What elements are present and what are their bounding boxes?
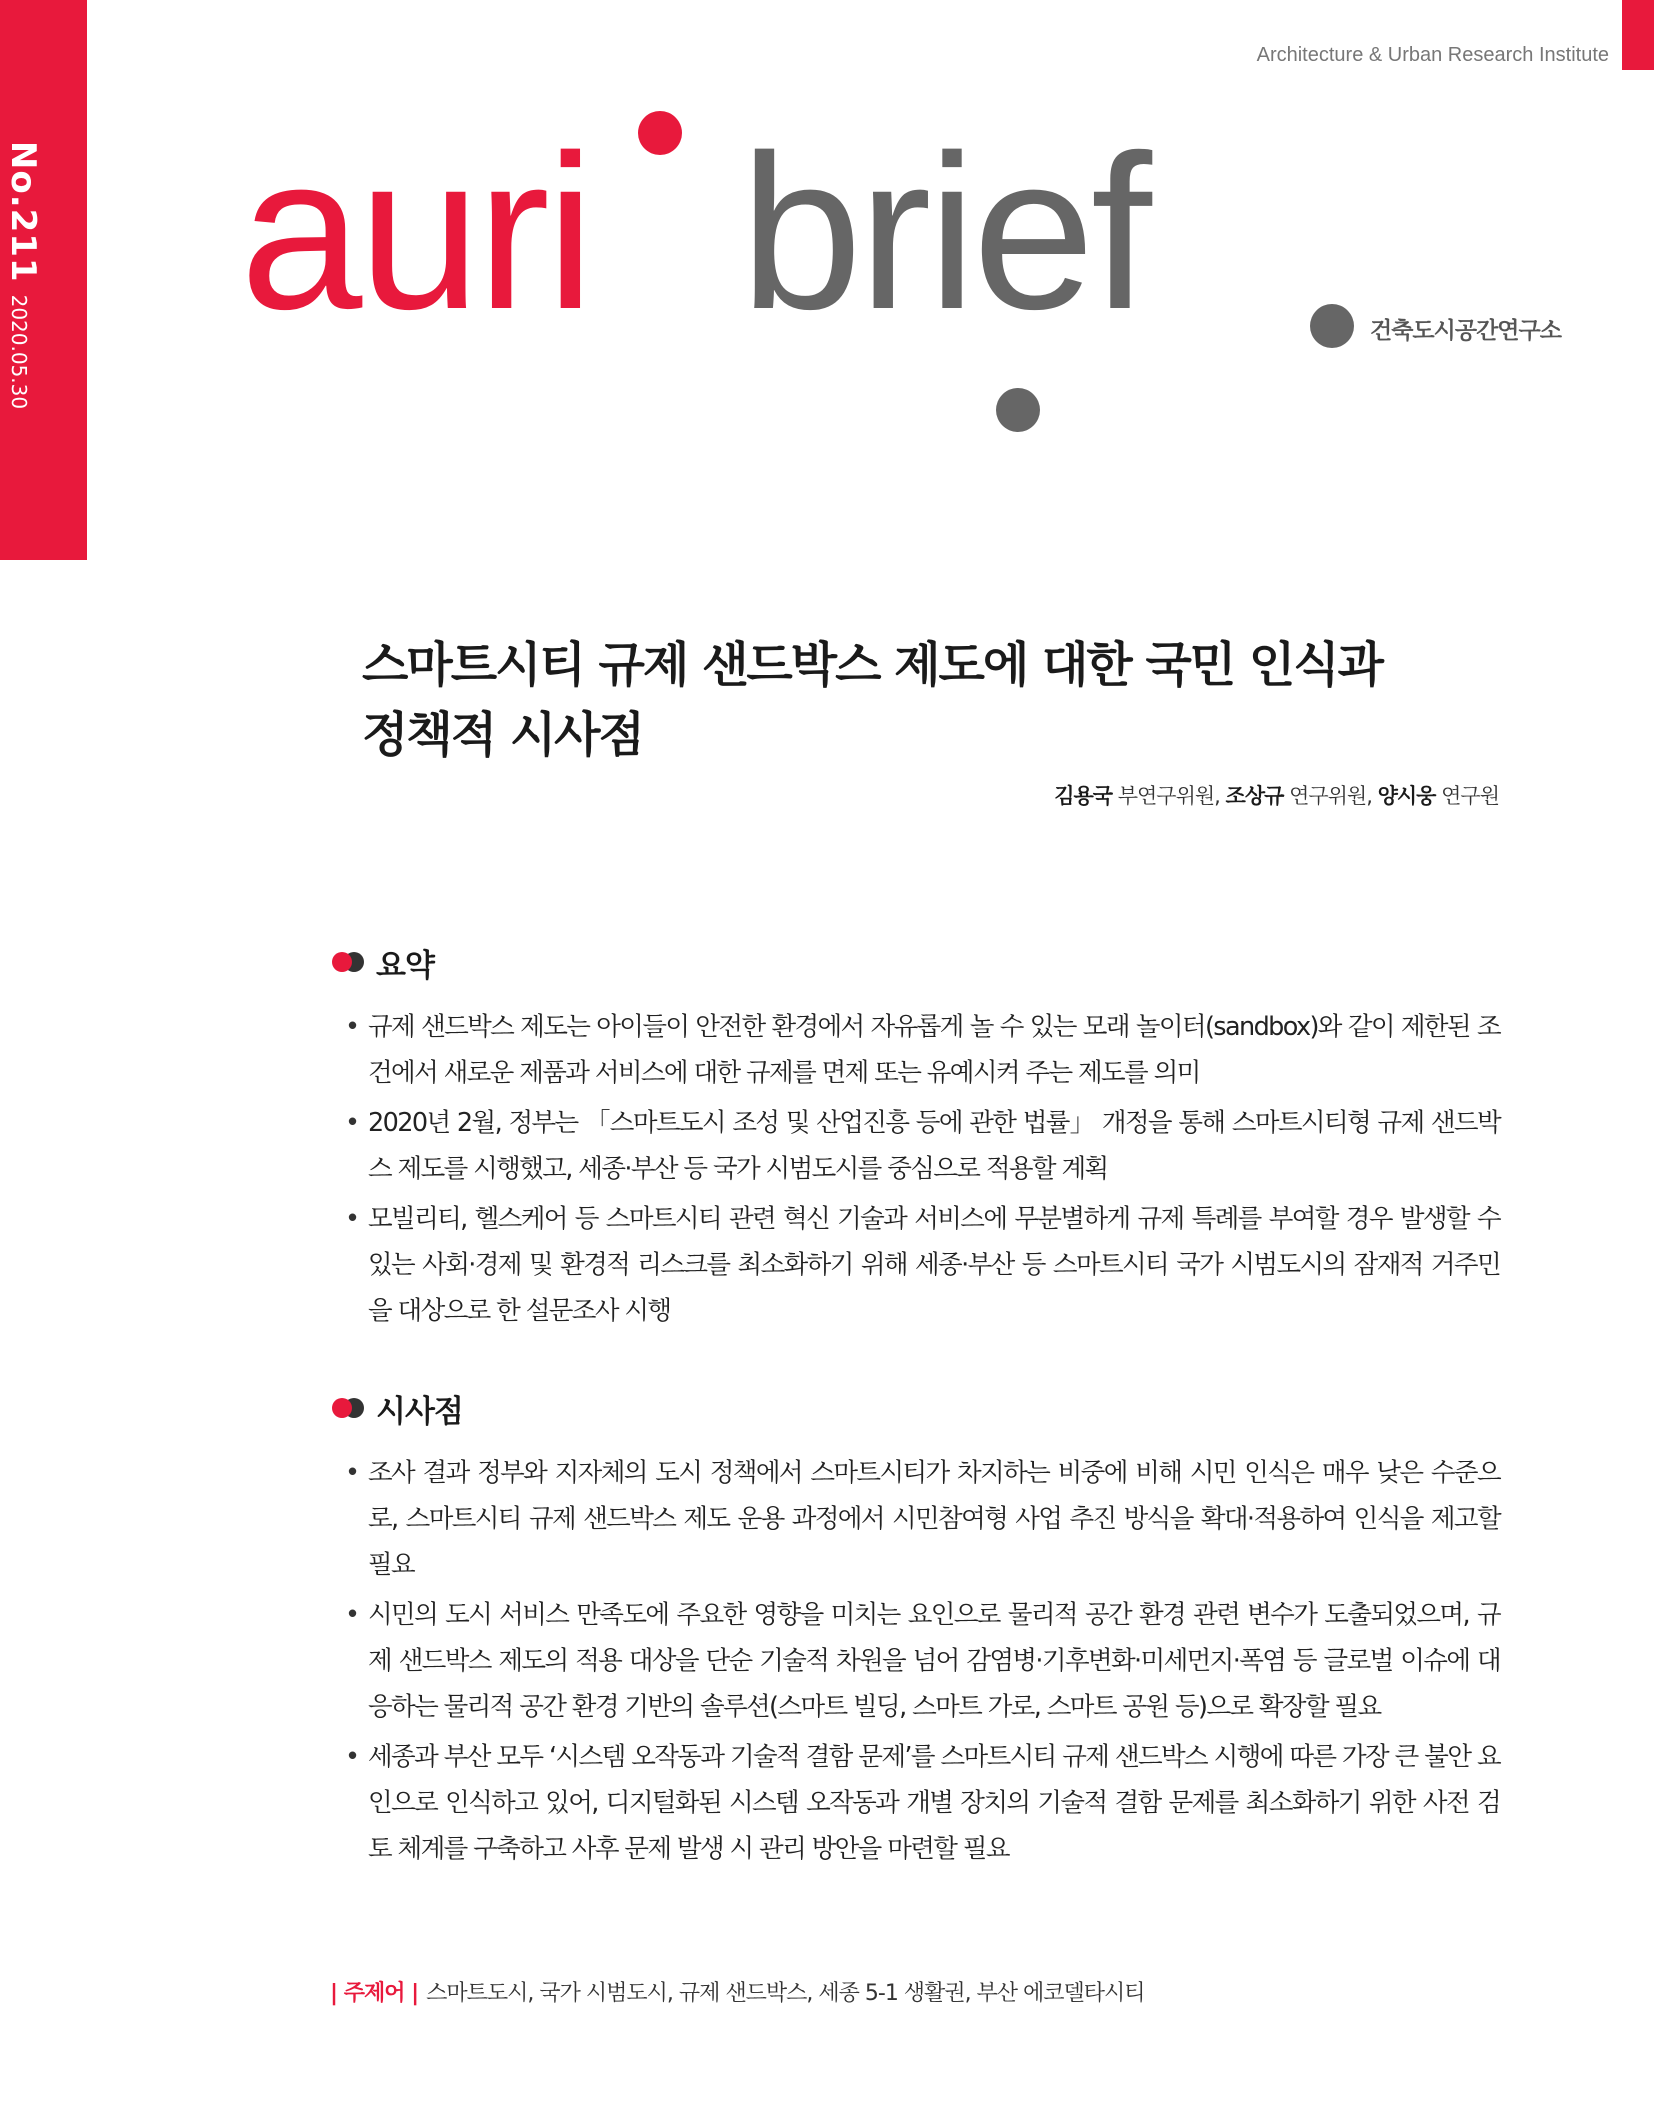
keywords-text: 스마트도시, 국가 시범도시, 규제 샌드박스, 세종 5-1 생활권, 부산 에코델타시티 xyxy=(426,1981,1145,2006)
title-line-2: 정책적 시사점 xyxy=(362,707,643,763)
article-title xyxy=(362,630,1512,770)
implications-title: 시사점 xyxy=(376,1393,463,1430)
author-name: 김용국 xyxy=(1054,784,1113,808)
keywords xyxy=(330,1976,1145,2007)
keywords-label: | 주제어 | xyxy=(330,1981,419,2006)
institute-name-en: Architecture & Urban Research Institute xyxy=(1256,44,1609,66)
list-item: • 규제 샌드박스 제도는 아이들이 안전한 환경에서 자유롭게 놀 수 있는 모래 놀이터(sandbox)와 같이 제한된 조건에서 새로운 제품과 서비스에 대한 규제를 면제 또는 유예시켜 주는 제도를 의미 xyxy=(345,1004,1500,1096)
logo-dot-end xyxy=(1310,304,1354,348)
list-item: • 시민의 도시 서비스 만족도에 주요한 영향을 미치는 요인으로 물리적 공간 환경 관련 변수가 도출되었으며, 규제 샌드박스 제도의 적용 대상을 단순 기술적 차원을 넘어 감염병·기후변화·미세먼지·폭염 등 글로벌 이슈에 대응하는 물리적 공간 환경 기반의 솔루션(스마트 빌딩, 스마트 가로, 스마트 공원 등)으로 확장할 필요 xyxy=(345,1592,1500,1730)
list-item: • 조사 결과 정부와 지자체의 도시 정책에서 스마트시티가 차지하는 비중에 비해 시민 인식은 매우 낮은 수준으로, 스마트시티 규제 샌드박스 제도 운용 과정에서 시민참여형 사업 추진 방식을 확대·적용하여 인식을 제고할 필요 xyxy=(345,1450,1500,1588)
logo-auri: auri xyxy=(240,109,591,355)
author-name: 양시웅 xyxy=(1377,784,1436,808)
issue-number: No.211 xyxy=(3,140,43,283)
author-separator: , xyxy=(1366,784,1378,808)
implications-heading xyxy=(330,1388,463,1428)
issue-date: 2020.05.30 xyxy=(7,294,31,410)
title-line-1: 스마트시티 규제 샌드박스 제도에 대한 국민 인식과 xyxy=(362,637,1382,693)
author-role: 연구위원 xyxy=(1289,784,1367,808)
list-item: • 모빌리티, 헬스케어 등 스마트시티 관련 혁신 기술과 서비스에 무분별하게 규제 특례를 부여할 경우 발생할 수 있는 사회·경제 및 환경적 리스크를 최소화하기 위해 세종·부산 등 스마트시티 국가 시범도시의 잠재적 거주민을 대상으로 한 설문조사 시행 xyxy=(345,1196,1500,1334)
institute-name-kr: 건축도시공간연구소 xyxy=(1370,318,1561,344)
author-role: 연구원 xyxy=(1441,784,1499,808)
section-bullet-icon xyxy=(330,951,366,973)
author-list xyxy=(1054,780,1499,810)
implications-list xyxy=(345,1450,1500,1876)
summary-heading xyxy=(330,942,434,982)
summary-list xyxy=(345,1004,1500,1338)
list-item: • 2020년 2월, 정부는 「스마트도시 조성 및 산업진흥 등에 관한 법률」 개정을 통해 스마트시티형 규제 샌드박스 제도를 시행했고, 세종·부산 등 국가 시범도시를 중심으로 적용할 계획 xyxy=(345,1100,1500,1192)
corner-accent-bar xyxy=(1622,0,1654,70)
list-item: • 세종과 부산 모두 ‘시스템 오작동과 기술적 결함 문제’를 스마트시티 규제 샌드박스 시행에 따른 가장 큰 불안 요인으로 인식하고 있어, 디지털화된 시스템 오작동과 개별 장치의 기술적 결함 문제를 최소화하기 위한 사전 검토 체계를 구축하고 사후 문제 발생 시 관리 방안을 마련할 필요 xyxy=(345,1734,1500,1872)
logo-dot-i xyxy=(638,111,682,155)
summary-title: 요약 xyxy=(376,947,434,984)
logo-brief: brief xyxy=(740,109,1148,355)
issue-sidebar xyxy=(0,0,87,560)
author-name: 조상규 xyxy=(1225,784,1284,808)
auri-brief-logo xyxy=(240,108,1380,448)
section-bullet-icon xyxy=(330,1397,366,1419)
author-role: 부연구위원 xyxy=(1117,784,1215,808)
issue-info xyxy=(3,141,43,409)
author-separator: , xyxy=(1214,784,1226,808)
logo-dot-below xyxy=(996,388,1040,432)
